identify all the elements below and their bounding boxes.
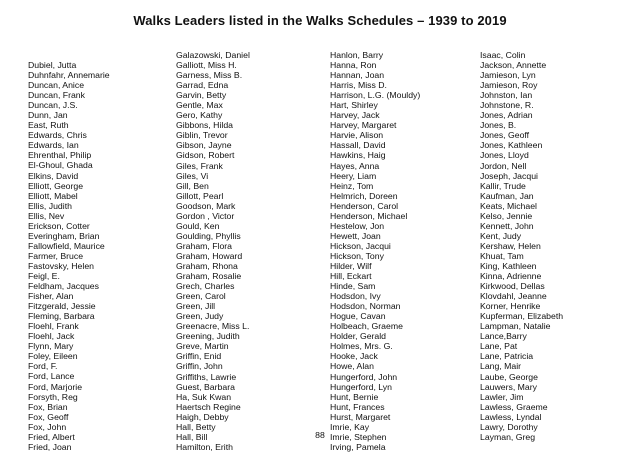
leader-list-column-1 [28, 60, 110, 452]
leader-name: Foley, Eileen [28, 351, 78, 362]
leader-name: Laube, George [480, 371, 538, 382]
leader-name: Greening, Judith [176, 331, 240, 342]
leader-name: Goodson, Mark [176, 200, 236, 211]
leader-name: Johnston, Ian [480, 90, 533, 101]
leader-name: Erickson, Cotter [28, 220, 90, 231]
leader-name: Hall, Bill [176, 431, 208, 442]
leader-name: Ehrenthal, Philip [28, 150, 92, 161]
leader-name: Gordon , Victor [176, 210, 235, 221]
leader-name: Floehl, Frank [28, 321, 79, 332]
leader-name: Fried, Joan [28, 441, 72, 452]
leader-name: Griffin, Enid [176, 351, 222, 362]
leader-name: Hunt, Frances [330, 401, 385, 412]
leader-name: Hodsdon, Norman [330, 301, 401, 312]
leader-name: Kennett, John [480, 220, 534, 231]
leader-name: Jones, Geoff [480, 130, 530, 141]
leader-name: Farmer, Bruce [28, 250, 84, 261]
leader-name: Hart, Shirley [330, 100, 378, 111]
leader-name: Gould, Ken [176, 220, 220, 231]
leader-name: Graham, Howard [176, 250, 243, 261]
leader-name: Hassall, David [330, 140, 386, 151]
leader-name: Garvin, Betty [176, 90, 227, 101]
leader-name: Green, Jill [176, 301, 216, 312]
leader-name: Griffiths, Lawrie [176, 371, 237, 382]
leader-name: Holder, Gerald [330, 331, 387, 342]
leader-name: Goulding, Phyllis [176, 230, 241, 241]
leader-name: Duncan, J.S. [28, 100, 78, 111]
leader-name: Heery, Liam [330, 170, 377, 181]
leader-name: Ford, Marjorie [28, 381, 83, 392]
leader-name: Fleming, Barbara [28, 311, 95, 322]
leader-name: Lane, Pat [480, 341, 518, 352]
leader-name: Kupferman, Elizabeth [480, 311, 564, 322]
leader-name: Feldham, Jacques [28, 281, 99, 292]
leader-name: Lawry, Dorothy [480, 421, 538, 432]
leader-name: Lauwers, Mary [480, 381, 537, 392]
leader-name: Lance,Barry [480, 331, 527, 342]
leader-name: Harvey, Jack [330, 110, 380, 121]
leader-name: Lane, Patricia [480, 351, 534, 362]
leader-name: Hamilton, Erith [176, 441, 233, 452]
leader-name: Graham, Rhona [176, 260, 238, 271]
leader-name: Edwards, Chris [28, 130, 87, 141]
leader-name: Garness, Miss B. [176, 70, 243, 81]
leader-name: Heinz, Tom [330, 180, 374, 191]
leader-name: Hewett, Joan [330, 230, 381, 241]
leader-list-column-2 [176, 50, 250, 452]
leader-name: Fastovsky, Helen [28, 260, 94, 271]
leader-name: Hurst, Margaret [330, 411, 391, 422]
leader-name: Gillott, Pearl [176, 190, 224, 201]
leader-name: Ha, Suk Kwan [176, 391, 232, 402]
leader-name: Ford, Lance [28, 371, 75, 382]
leader-name: Hinde, Sam [330, 281, 376, 292]
leader-name: Hungerford, Lyn [330, 381, 392, 392]
leader-name: Galliott, Miss H. [176, 60, 237, 71]
leader-name: Hodsdon, Ivy [330, 291, 381, 302]
leader-list-column-4 [480, 50, 563, 442]
leader-name: El-Ghoul, Ghada [28, 160, 93, 171]
leader-name: Hayes, Anna [330, 160, 380, 171]
leader-name: Hooke, Jack [330, 351, 378, 362]
leader-list-column-3 [330, 50, 420, 452]
leader-name: Floehl, Jack [28, 331, 75, 342]
leader-name: Graham, Flora [176, 240, 233, 251]
leader-name: Layman, Greg [480, 431, 536, 442]
leader-name: Fox, Geoff [28, 411, 69, 422]
leader-name: Kirkwood, Dellas [480, 281, 545, 292]
leader-name: Grech, Charles [176, 281, 235, 292]
leader-name: Gero, Kathy [176, 110, 223, 121]
leader-name: Elliott, Mabel [28, 190, 78, 201]
leader-name: Irving, Pamela [330, 441, 386, 452]
leader-name: Haigh, Debby [176, 411, 229, 422]
leader-name: Fallowfield, Maurice [28, 240, 105, 251]
leader-name: Green, Carol [176, 291, 226, 302]
leader-name: Garrad, Edna [176, 80, 229, 91]
leader-name: Keats, Michael [480, 200, 537, 211]
leader-name: East, Ruth [28, 120, 69, 131]
page-title: Walks Leaders listed in the Walks Schedules – 1939 to 2019 [133, 13, 507, 28]
leader-name: Green, Judy [176, 311, 224, 322]
leader-name: Johnstone, R. [480, 100, 534, 111]
leader-name: Hanlon, Barry [330, 50, 384, 60]
leader-name: Hickson, Jacqui [330, 240, 391, 251]
leader-name: Jordon, Nell [480, 160, 527, 171]
leader-name: Ford, F. [28, 361, 58, 372]
leader-name: Joseph, Jacqui [480, 170, 538, 181]
leader-name: Everingham, Brian [28, 230, 100, 241]
leader-name: Harvie, Alison [330, 130, 384, 141]
leader-name: Imrie, Kay [330, 421, 370, 432]
leader-name: Hilder, Wilf [330, 260, 372, 271]
leader-name: Duncan, Anice [28, 80, 85, 91]
leader-name: Fox, John [28, 421, 67, 432]
leader-name: Holbeach, Graeme [330, 321, 403, 332]
leader-name: Forsyth, Reg [28, 391, 78, 402]
leader-name: Kinna, Adrienne [480, 271, 542, 282]
leader-name: Gidson, Robert [176, 150, 235, 161]
leader-name: Klovdahl, Jeanne [480, 291, 547, 302]
leader-name: Ellis, Nev [28, 210, 65, 221]
leader-name: Giblin, Trevor [176, 130, 228, 141]
leader-name: Hannan, Joan [330, 70, 385, 81]
leader-name: Greenacre, Miss L. [176, 321, 250, 332]
leader-name: Hogue, Cavan [330, 311, 386, 322]
leader-name: Holmes, Mrs. G. [330, 341, 393, 352]
leader-name: Griffin, John [176, 361, 223, 372]
leader-name: Jackson, Annette [480, 60, 547, 71]
leader-name: Duncan, Frank [28, 90, 85, 101]
leader-name: Guest, Barbara [176, 381, 235, 392]
leader-name: Kent, Judy [480, 230, 522, 241]
leader-name: Hestelow, Jon [330, 220, 385, 231]
leader-name: Jones, Lloyd [480, 150, 529, 161]
leader-name: Graham, Rosalie [176, 271, 242, 282]
leader-name: Isaac, Colin [480, 50, 526, 60]
leader-name: Fox, Brian [28, 401, 68, 412]
leader-name: Fried, Albert [28, 431, 75, 442]
leader-name: Khuat, Tam [480, 250, 524, 261]
leader-name: Feigl, E. [28, 270, 60, 281]
leader-name: Lampman, Natalie [480, 321, 551, 332]
leader-name: Hickson, Tony [330, 250, 384, 261]
leader-name: Helmrich, Doreen [330, 190, 398, 201]
leader-name: Elliott, George [28, 180, 84, 191]
leader-name: Imrie, Stephen [330, 431, 387, 442]
leader-name: Dunn, Jan [28, 110, 68, 121]
leader-name: Kershaw, Helen [480, 240, 541, 251]
leader-name: Harvey, Margaret [330, 120, 397, 131]
leader-name: Lawless, Graeme [480, 401, 548, 412]
leader-name: Henderson, Carol [330, 200, 399, 211]
leader-name: Harrison, L.G. (Mouldy) [330, 90, 421, 101]
leader-name: Fisher, Alan [28, 291, 74, 302]
leader-name: Kaufman, Jan [480, 190, 534, 201]
page-number: 88 [315, 430, 325, 440]
leader-name: Kallir, Trude [480, 180, 526, 191]
leader-name: Gill, Ben [176, 180, 209, 191]
leader-name: Lawler, Jim [480, 391, 524, 402]
leader-name: Hunt, Bernie [330, 391, 379, 402]
leader-name: Greve, Martin [176, 341, 229, 352]
leader-name: Hall, Betty [176, 421, 216, 432]
leader-name: Harris, Miss D. [330, 80, 387, 91]
leader-name: King, Kathleen [480, 260, 537, 271]
leader-name: Hill, Eckart [330, 271, 372, 282]
leader-name: Henderson, Michael [330, 210, 408, 221]
leader-name: Jones, B. [480, 120, 517, 131]
leader-name: Edwards, Ian [28, 140, 79, 151]
leader-name: Jones, Kathleen [480, 140, 543, 151]
leader-name: Lang, Mair [480, 361, 522, 372]
leader-name: Gentle, Max [176, 100, 223, 111]
leader-name: Elkins, David [28, 170, 79, 181]
leader-name: Flynn, Mary [28, 341, 74, 352]
leader-name: Ellis, Judith [28, 200, 72, 211]
leader-name: Gibson, Jayne [176, 140, 232, 151]
leader-name: Hanna, Ron [330, 60, 377, 71]
leader-name: Dubiel, Jutta [28, 60, 77, 70]
leader-name: Korner, Henrike [480, 301, 541, 312]
leader-name: Jones, Adrian [480, 110, 533, 121]
leader-name: Fitzgerald, Jessie [28, 301, 96, 312]
leader-name: Gibbons, Hilda [176, 120, 233, 131]
leader-name: Duhnfahr, Annemarie [28, 70, 110, 81]
leader-name: Hungerford, John [330, 371, 398, 382]
leader-name: Kelso, Jennie [480, 210, 533, 221]
leader-name: Jamieson, Lyn [480, 70, 536, 81]
leader-name: Jamieson, Roy [480, 80, 538, 91]
leader-name: Galazowski, Daniel [176, 50, 250, 60]
leader-name: Howe, Alan [330, 361, 374, 372]
leader-name: Giles, Frank [176, 160, 223, 171]
leader-name: Hawkins, Haig [330, 150, 386, 161]
leader-name: Haertsch Regine [176, 401, 241, 412]
leader-name: Lawless, Lyndal [480, 411, 542, 422]
leader-name: Giles, Vi [176, 170, 209, 181]
